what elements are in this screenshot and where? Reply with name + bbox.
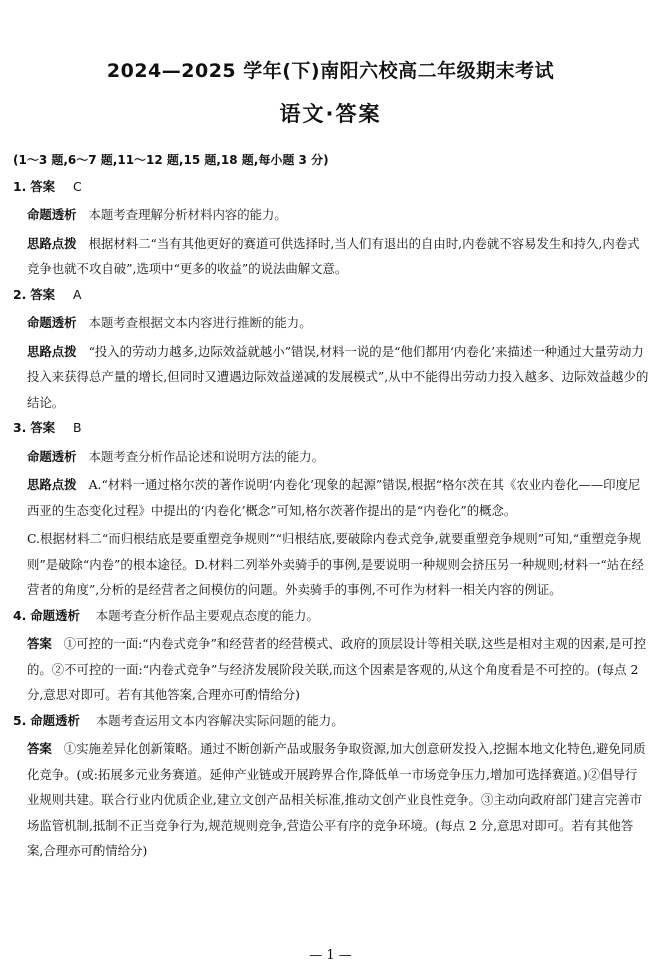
q3-hint [13,472,649,523]
q3-hint-text-continued: C.根据材料二“而归根结底是要重塑竞争规则”“归根结底,要破除内卷式竞争,就要重塑竞争规则”可知,“重塑竞争规则”是破除“内卷”的根本途径。D.材料二列举外卖骑手的事例,是要说明一种规则会挤压另一种规则;材料一“站在经营者的角度”,分析的是经营者之间模仿的问题。外卖骑手的事例,不可作为材料一相关内容的例证。 [27,531,644,597]
q1-hint-label: 思路点拨 [27,235,77,251]
q5-answer [13,736,649,864]
q1-answer-label: 答案 [30,178,56,194]
q4-number: 4. [13,607,27,623]
q5-header [13,708,649,734]
page-number: — 1 — [309,948,352,963]
q4-answer-label: 答案 [27,636,52,651]
q3-header [13,415,649,441]
q1-hint-text: 根据材料二“当有其他更好的赛道可供选择时,当人们有退出的自由时,内卷就不容易发生和持久,内卷式竞争也就不攻自破”,选项中“更多的收益”的说法曲解文意。 [27,235,640,276]
q2-header [13,282,649,308]
q2-answer-label: 答案 [30,286,56,302]
q2-number: 2. [13,286,27,302]
q5-number: 5. [13,712,27,728]
q3-hint-label: 思路点拨 [27,477,77,492]
q2-hint [13,339,649,416]
q1-number: 1. [13,178,27,194]
q3-analysis [13,444,649,470]
q4-analysis-text: 本题考查分析作品主要观点态度的能力。 [95,607,319,623]
q4-header [13,603,649,629]
q3-answer-value: B [73,420,82,435]
q1-analysis-label: 命题透析 [27,207,77,222]
q3-analysis-label: 命题透析 [27,448,77,464]
page-title: 2024—2025 学年(下)南阳六校高二年级期末考试 [106,60,555,82]
answer-content [13,148,649,864]
q2-hint-label: 思路点拨 [27,343,77,359]
q5-analysis-text: 本题考查运用文本内容解决实际问题的能力。 [95,712,344,728]
q4-answer [13,631,649,708]
q2-analysis [13,310,649,336]
q1-answer-value: C [73,178,82,194]
page-subtitle: 语文·答案 [279,102,382,126]
q1-analysis [13,202,649,228]
q2-hint-text: “投入的劳动力越多,边际效益就越小”错误,材料一说的是“他们都用‘内卷化’来描述一种通过大量劳动力投入来获得总产量的增长,但同时又遭遇边际效益递减的发展模式”,从中不能得出劳动力投入越多、边际效益越少的结论。 [27,343,649,410]
q5-answer-label: 答案 [27,741,52,756]
q3-analysis-text: 本题考查分析作品论述和说明方法的能力。 [88,448,324,464]
q3-answer-label: 答案 [30,420,56,435]
q2-analysis-text: 本题考查根据文本内容进行推断的能力。 [88,315,312,330]
scoring-note: (1～3 题,6～7 题,11～12 题,15 题,18 题,每小题 3 分) [13,153,329,167]
q3-number: 3. [13,420,27,435]
q3-hint-text: A.“材料一通过格尔茨的著作说明‘内卷化’现象的起源”错误,根据“格尔茨在其《农业内卷化——印度尼西亚的生态变化过程》中提出的‘内卷化’概念”可知,格尔茨著作提出的是“内卷化”的概念。 [27,477,641,518]
q1-hint [13,231,649,282]
q2-answer-value: A [73,286,82,302]
q5-analysis-label: 命题透析 [30,712,80,728]
q2-analysis-label: 命题透析 [27,315,77,330]
q4-answer-text: ①可控的一面:“内卷式竞争”和经营者的经营模式、政府的顶层设计等相关联,这些是相对主观的因素,是可控的。②不可控的一面:“内卷式竞争”与经济发展阶段关联,而这个因素是客观的,从这个角度看是不可控的。(每点 2 分,意思对即可。若有其他答案,合理亦可酌情给分) [27,636,647,702]
q1-header [13,174,649,200]
q5-answer-text: ①实施差异化创新策略。通过不断创新产品或服务争取资源,加大创意研发投入,挖掘本地文化特色,避免同质化竞争。(或:拓展多元业务赛道。延伸产业链或开展跨界合作,降低单一市场竞争压力,增加可选择赛道。)②倡导行业规则共建。联合行业内优质企业,建立文创产品相关标准,推动文创产业良性竞争。③主动向政府部门建言完善市场监管机制,抵制不正当竞争行为,规范规则竞争,营造公平有序的竞争环境。(每点 2 分,意思对即可。若有其他答案,合理亦可酌情给分) [27,741,646,858]
q4-analysis-label: 命题透析 [30,607,80,623]
q1-analysis-text: 本题考查理解分析材料内容的能力。 [88,207,287,222]
q3-hint-continued [13,526,649,603]
